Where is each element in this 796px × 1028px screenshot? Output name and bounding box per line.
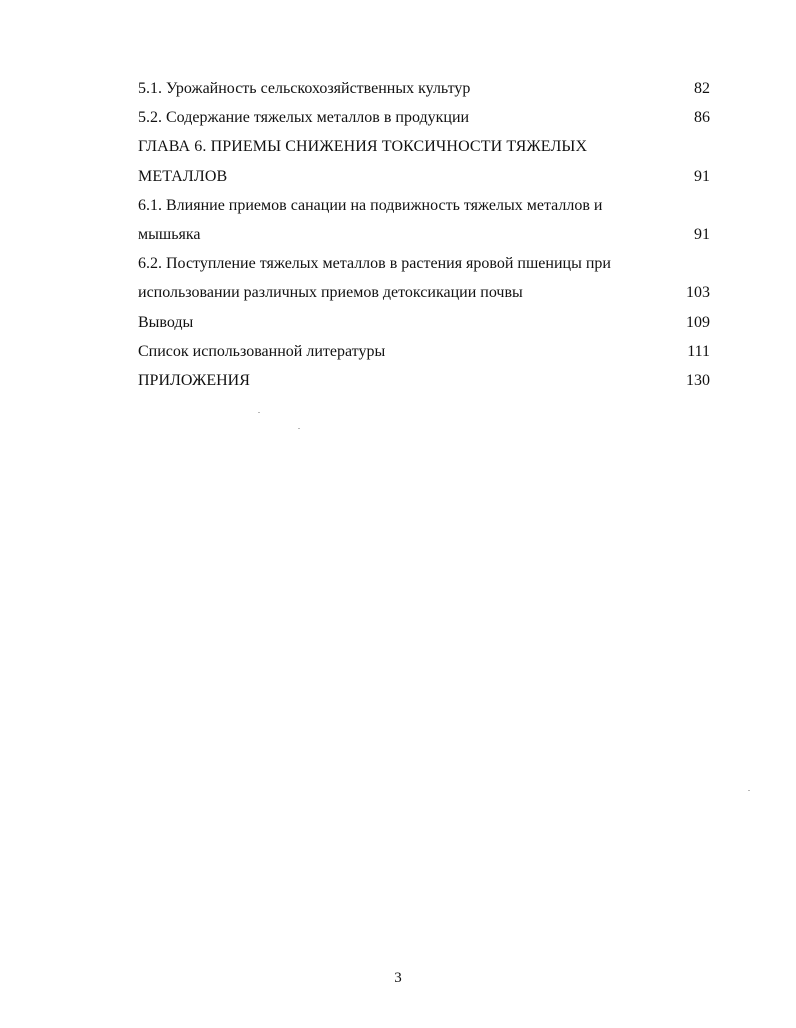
toc-entry-page: 111 <box>687 342 710 360</box>
toc-entry-page: 86 <box>694 109 710 127</box>
toc-entry-title: ПРИЛОЖЕНИЯ <box>138 371 250 389</box>
toc-entry-6-2-line-2 <box>138 278 710 307</box>
table-of-contents <box>138 74 710 395</box>
toc-entry-title: 5.1. Урожайность сельскохозяйственных культур <box>138 80 471 97</box>
toc-entry-6-1-line-2 <box>138 220 710 249</box>
toc-entry-appendices <box>138 366 710 395</box>
toc-entry-page: 130 <box>686 371 710 389</box>
toc-entry-page: 103 <box>686 284 710 302</box>
toc-entry-6-1-line-1 <box>138 191 710 220</box>
toc-entry-title: 6.2. Поступление тяжелых металлов в растения яровой пшеницы при <box>138 255 611 273</box>
toc-entry-references <box>138 337 710 366</box>
scan-speck <box>298 428 300 429</box>
toc-entry-page: 91 <box>694 225 710 243</box>
toc-entry-title: МЕТАЛЛОВ <box>138 167 228 185</box>
toc-entry-5-2 <box>138 103 710 132</box>
toc-entry-page: 91 <box>694 167 710 185</box>
toc-chapter-6-line-2 <box>138 162 710 191</box>
toc-entry-title: 5.2. Содержание тяжелых металлов в продукции <box>138 109 470 127</box>
toc-entry-conclusions <box>138 308 710 337</box>
toc-entry-title: мышьяка <box>138 225 201 243</box>
toc-entry-title: использовании различных приемов детоксикации почвы <box>138 284 523 302</box>
scan-speck <box>748 790 750 791</box>
page-number: 3 <box>394 970 402 986</box>
toc-entry-page: 109 <box>686 313 710 331</box>
scan-speck <box>258 412 260 413</box>
toc-entry-title: Выводы <box>138 313 194 331</box>
toc-entry-5-1 <box>138 74 710 103</box>
toc-entry-title: Список использованной литературы <box>138 342 386 360</box>
toc-entry-6-2-line-1 <box>138 249 710 278</box>
toc-chapter-6-line-1 <box>138 132 710 161</box>
toc-entry-page: 82 <box>694 80 710 97</box>
toc-entry-title: 6.1. Влияние приемов санации на подвижность тяжелых металлов и <box>138 196 603 214</box>
toc-entry-title: ГЛАВА 6. ПРИЕМЫ СНИЖЕНИЯ ТОКСИЧНОСТИ ТЯЖЕЛЫХ <box>138 138 588 156</box>
